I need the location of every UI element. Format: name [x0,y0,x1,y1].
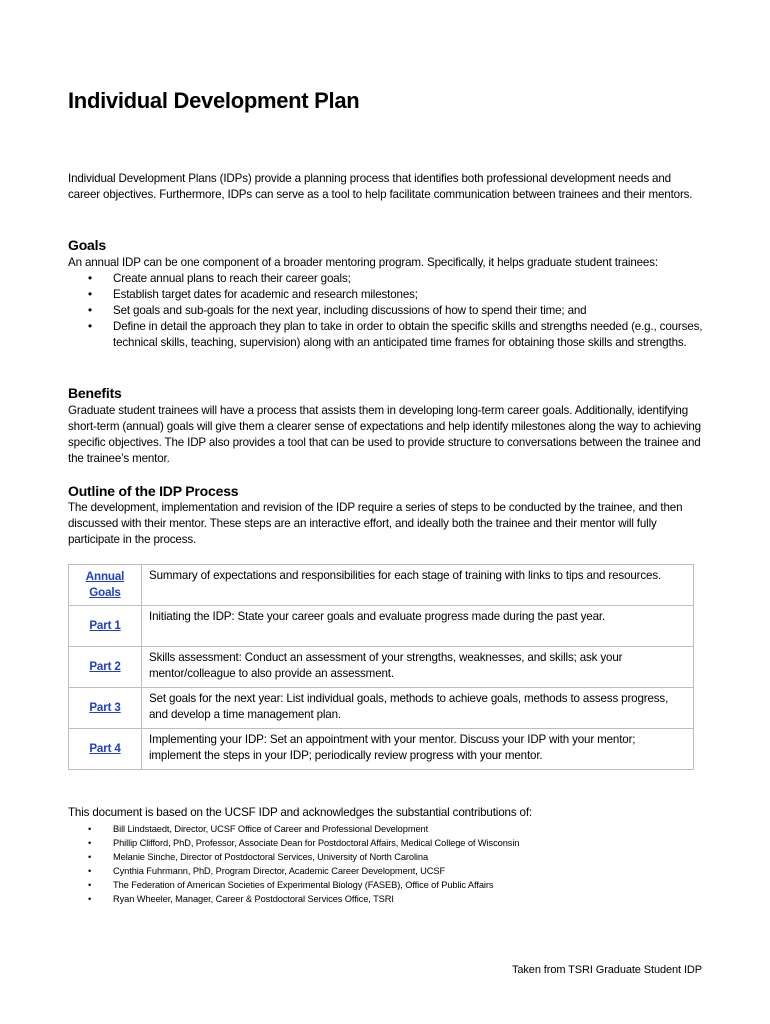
table-cell-description: Set goals for the next year: List individual goals, methods to achieve goals, methods to assess progress, and develop a time management plan. [142,688,694,729]
intro-paragraph: Individual Development Plans (IDPs) provide a planning process that identifies both professional development needs and career objectives. Furthermore, IDPs can serve as a tool to help facilitate communication between trainees and their mentors. [68,172,693,201]
part-2-link[interactable]: Part 2 [89,660,121,673]
list-item: • Create annual plans to reach their career goals; [68,271,704,287]
list-item: • Melanie Sinche, Director of Postdoctoral Services, University of North Carolina [68,850,704,864]
footer-note: Taken from TSRI Graduate Student IDP [511,964,702,976]
part-4-link[interactable]: Part 4 [89,742,121,755]
table-cell-description: Skills assessment: Conduct an assessment of your strengths, weaknesses, and skills; ask your mentor/colleague to also provide an assessment. [142,647,694,688]
list-item: • Define in detail the approach they plan to take in order to obtain the specific skills and strengths needed (e.g., courses, technical skills, teaching, supervision) along with an anticipated time frames for obtaining those skills and strengths. [68,319,704,351]
part-1-link[interactable]: Part 1 [89,619,121,632]
list-item: • The Federation of American Societies of Experimental Biology (FASEB), Office of Public Affairs [68,878,704,892]
table-row [69,688,694,729]
list-item: • Cynthia Fuhrmann, PhD, Program Director, Academic Career Development, UCSF [68,864,704,878]
table-row [69,606,694,647]
table-row [69,729,694,770]
acknowledgement-list [68,822,704,906]
list-item: • Ryan Wheeler, Manager, Career & Postdoctoral Services Office, TSRI [68,892,704,906]
benefits-heading: Benefits [68,385,122,401]
list-item: • Set goals and sub-goals for the next year, including discussions of how to spend their time; and [68,303,704,319]
list-item: • Phillip Clifford, PhD, Professor, Associate Dean for Postdoctoral Affairs, Medical College of Wisconsin [68,836,704,850]
goals-heading: Goals [68,237,106,253]
page-title: Individual Development Plan [68,88,360,113]
annual-goals-link[interactable]: Annual Goals [85,570,125,599]
table-cell-description: Summary of expectations and responsibilities for each stage of training with links to tips and resources. [142,565,694,606]
outline-heading: Outline of the IDP Process [68,483,239,499]
table-row [69,565,694,606]
goals-list [68,271,704,351]
acknowledgement-lead: This document is based on the UCSF IDP and acknowledges the substantial contributions of: [68,806,532,819]
table-row [69,647,694,688]
idp-steps-table [68,564,694,770]
part-3-link[interactable]: Part 3 [89,701,121,714]
list-item: • Bill Lindstaedt, Director, UCSF Office of Career and Professional Development [68,822,704,836]
table-cell-description: Implementing your IDP: Set an appointment with your mentor. Discuss your IDP with your mentor; implement the steps in your IDP; periodically review progress with your mentor. [142,729,694,770]
table-cell-description: Initiating the IDP: State your career goals and evaluate progress made during the past year. [142,606,694,647]
goals-lead: An annual IDP can be one component of a broader mentoring program. Specifically, it helps graduate student trainees: [68,256,658,269]
benefits-paragraph: Graduate student trainees will have a process that assists them in developing long-term career goals. Additionally, identifying short-term (annual) goals will give them a clearer sense of expectations and help identify milestones along the way to achieving specific objectives. The IDP also provides a tool that can be used to provide structure to conversations between the trainee and the trainee’s mentor. [68,404,701,465]
outline-paragraph: The development, implementation and revision of the IDP require a series of steps to be conducted by the trainee, and then discussed with their mentor. These steps are an interactive effort, and ideally both the trainee and their mentor will fully participate in the process. [68,501,683,546]
list-item: • Establish target dates for academic and research milestones; [68,287,704,303]
